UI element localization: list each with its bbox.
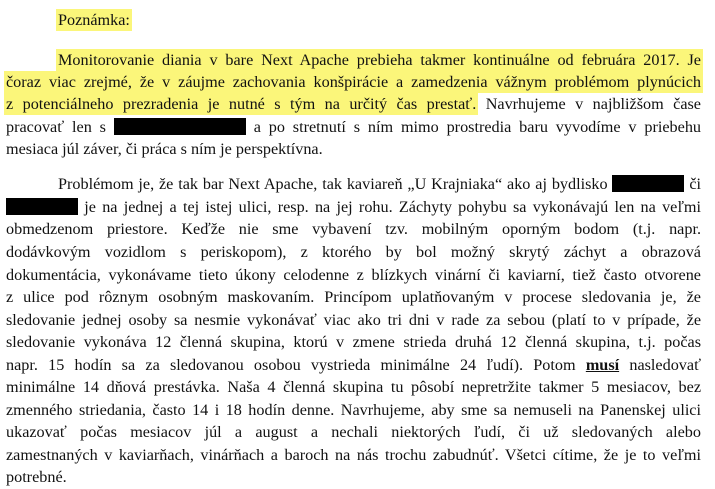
p2-line-5: dokumentácia, vykonávame tieto úkony celodenne z blízkych vinární či kaviarní, tiež často otvorene xyxy=(6,266,701,284)
p1-line-4: pracovať len s a po stretnutí s ním mimo prostredia baru vyvodíme v priebehu xyxy=(6,118,702,136)
p2-line-8: sledovanie vykonáva 12 členná skupina, ktorú v zmene strieda druhá 12 členná skupina, t.j. počas xyxy=(6,333,701,351)
p2-line-2: je na jednej a tej istej ulici, resp. na jej rohu. Záchyty pohybu sa vykonávajú len na veľmi xyxy=(6,197,701,219)
p2-line-10: minimálne 14 dňová prestávka. Naša 4 členná skupina tu pôsobí nepretržite takmer 5 mesiacov, bez xyxy=(6,378,701,396)
p2-line-6: z ulice pod rôznym osobným maskovaním. Princípom uplatňovaným v procese sledovania je, že xyxy=(6,288,701,306)
p1-line-5: mesiaca júl záver, či práca s ním je perspektívna. xyxy=(6,140,323,158)
p1-line-1: Monitorovanie diania v bare Next Apache prebieha takmer kontinuálne od februára 2017. Je xyxy=(58,51,701,69)
note-heading: Poznámka: xyxy=(58,11,130,29)
redaction-block xyxy=(114,118,246,135)
p2-line-7: sledovanie jednej osoby sa nesmie vykonávať viac ako tri dni v rade za sebou (platí to v prípade, že xyxy=(6,311,701,329)
p2-line-9: napr. 15 hodín sa za sledovanou osobou vystrieda minimálne 24 ľudí). Potom musí nasledovať xyxy=(6,356,702,374)
p2-line-4: dodávkovým vozidlom s periskopom), z ktorého by bol možný skrytý záchyt a obrazová xyxy=(6,243,701,261)
p1-line-2: čoraz viac zrejmé, že v záujme zachovania konšpirácie a zamedzenia vážnym problémom plynúcich xyxy=(6,73,701,91)
redaction-block xyxy=(6,198,78,215)
p2-line-1: Problémom je, že tak bar Next Apache, tak kaviareň „U Krajniaka“ ako aj bydlisko či xyxy=(58,175,702,193)
p2-line-11: zmenného striedania, často 14 i 18 hodín denne. Navrhujeme, aby sme sa nemuseli na Panenskej ulici xyxy=(6,401,701,419)
p1-line-3: z potenciálneho prezradenia je nutné s tým na určitý čas prestať. Navrhujeme v najbližšom čase xyxy=(6,95,701,113)
p2-line-12: ukazovať počas mesiacov júl a august a nechali niektorých ľudí, či už sledovaných alebo xyxy=(6,423,701,441)
p2-line-13: zamestnaných v kaviarňach, vinárňach a baroch na nás trochu zabudnúť. Všetci cítime, že je to veľmi xyxy=(6,446,701,464)
emphasis-word: musí xyxy=(585,356,620,374)
p2-line-14: potrebné. xyxy=(6,468,67,486)
redaction-block xyxy=(612,175,684,192)
p2-line-3: obmedzenom priestore. Keďže nie sme vybavení tzv. mobilným oporným bodom (t.j. napr. xyxy=(6,220,701,238)
